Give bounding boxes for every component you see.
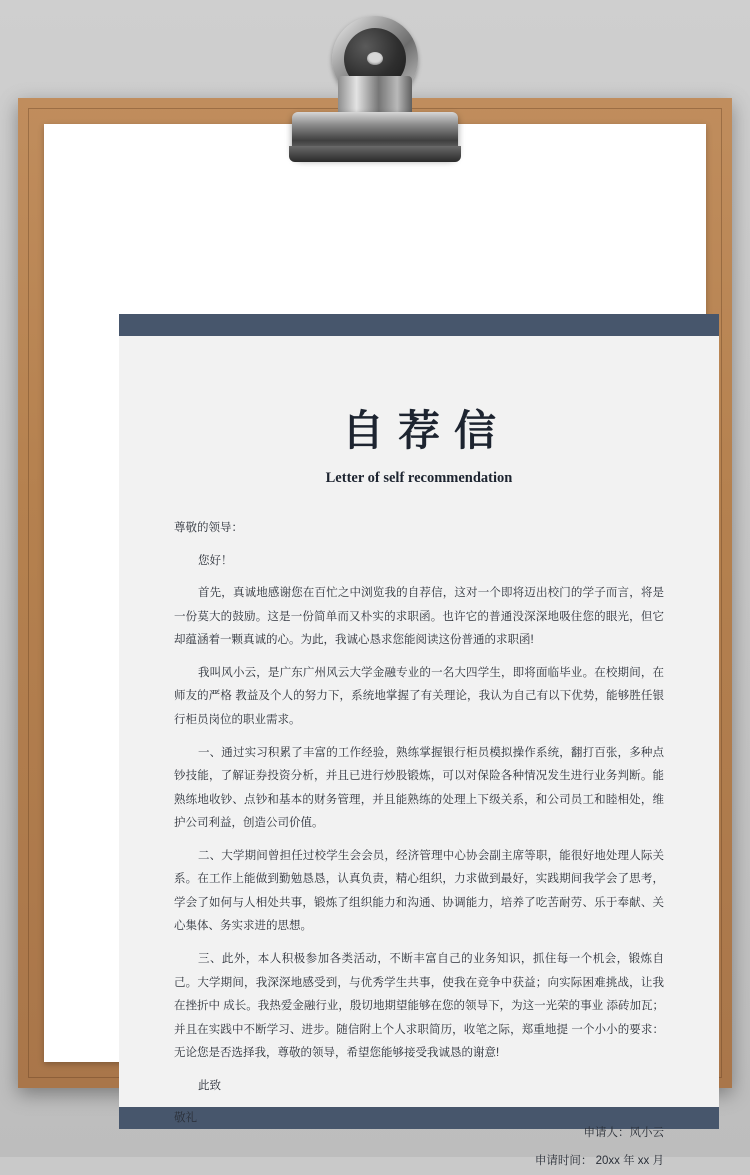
paragraph-3: 一、通过实习积累了丰富的工作经验，熟练掌握银行柜员模拟操作系统，翻打百张，多种点钞技能，了解证券投资分析，并且已进行炒股锻炼，可以对保险各种情况发生进行业务判断。能熟练地收钞、点钞和基本的财务管理，并且能熟练的处理上下级关系，和公司员工和睦相处，维护公司利益，创造公司价值。 bbox=[174, 746, 664, 830]
signature-block bbox=[174, 1120, 664, 1175]
greeting: 您好！ bbox=[198, 554, 233, 567]
letter-content bbox=[174, 517, 664, 1175]
closing-line-1: 此致 bbox=[198, 1079, 221, 1092]
page-title-cn: 自荐信 bbox=[341, 406, 510, 455]
application-date: 申请时间： 20xx 年 xx 月 bbox=[534, 1155, 664, 1168]
paragraph-2: 我叫风小云，是广东广州风云大学金融专业的一名大四学生，即将面临毕业。在校期间，在师友的严格 教益及个人的努力下，系统地掌握了有关理论，我认为自己有以下优势，能够胜任银行柜员岗位的职业需求。 bbox=[174, 666, 664, 726]
paragraph-4: 二、大学期间曾担任过校学生会会员，经济管理中心协会副主席等职，能很好地处理人际关系。在工作上能做到勤勉恳恳，认真负责，精心组织，力求做到最好，实践期间我学会了思考，学会了如何与人相处共事，锻炼了组织能力和沟通、协调能力，培养了吃苦耐劳、乐于奉献、关心集体、务实求进的思想。 bbox=[174, 849, 664, 933]
clip-ring-hole bbox=[367, 52, 383, 65]
paragraph-1: 首先，真诚地感谢您在百忙之中浏览我的自荐信，这对一个即将迈出校门的学子而言，将是一份莫大的鼓励。这是一份简单而又朴实的求职函。也许它的普通没深深地吸住您的眼光，但它却蕴涵着一颗真诚的心。为此，我诚心恳求您能阅读这份普通的求职函! bbox=[174, 587, 664, 647]
letter-body bbox=[119, 336, 719, 1168]
paragraph-5: 三、此外，本人积极参加各类活动，不断丰富自己的业务知识，抓住每一个机会，锻炼自己。大学期间，我深深地感受到，与优秀学生共事，使我在竞争中获益；向实际困难挑战，让我在挫折中 成长。我热爱金融行业，殷切地期望能够在您的领导下，为这一光荣的事业 添砖加瓦；并且在实践中不断学习、进步。随信附上个人求职简历，收笔之际，郑重地提 一个小小的要求：无论您是否选择我，尊敬的领导，希望您能够接受我诚恳的谢意! bbox=[174, 953, 664, 1060]
closing-line-2: 敬礼 bbox=[174, 1112, 197, 1125]
clip-neck bbox=[338, 76, 412, 116]
page-title-en: Letter of self recommendation bbox=[325, 470, 513, 486]
clipboard-clip bbox=[285, 16, 465, 166]
letter-top-bar bbox=[119, 314, 719, 336]
clip-jaw-lip bbox=[289, 146, 461, 162]
applicant-name: 申请人：风小云 bbox=[583, 1126, 664, 1139]
letter-page bbox=[119, 314, 719, 1168]
paper-sheet bbox=[44, 124, 706, 1168]
salutation: 尊敬的领导： bbox=[174, 522, 243, 534]
